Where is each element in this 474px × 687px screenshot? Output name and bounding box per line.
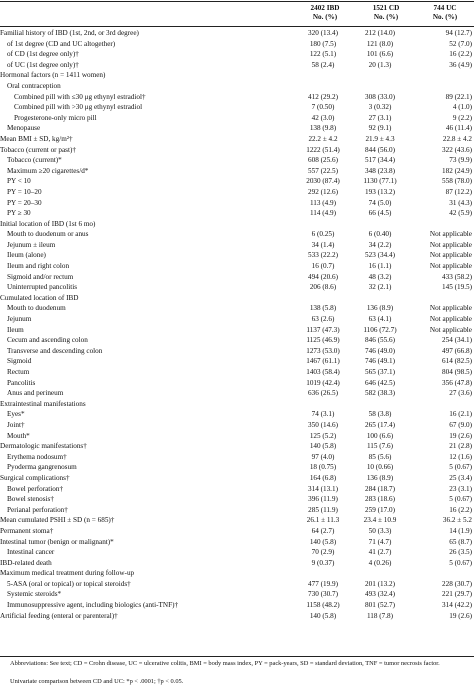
table-row bbox=[0, 219, 474, 230]
cell-uc: 9 (2.2) bbox=[452, 113, 472, 122]
row-label: Jejunum ± ileum bbox=[7, 240, 56, 249]
table-row bbox=[0, 346, 474, 357]
bottom-rule bbox=[0, 656, 474, 657]
table-row bbox=[0, 208, 474, 219]
cell-cd: 48 (3.2) bbox=[368, 272, 392, 281]
cell-ibd: 180 (7.5) bbox=[309, 39, 337, 48]
cell-uc: Not applicable bbox=[429, 240, 472, 249]
cell-uc: 221 (29.7) bbox=[442, 590, 472, 599]
table-row bbox=[0, 60, 474, 71]
cell-ibd: 97 (4.0) bbox=[311, 452, 335, 461]
cell-cd: 121 (8.0) bbox=[366, 39, 394, 48]
table-row bbox=[0, 568, 474, 579]
cell-ibd: 1403 (58.4) bbox=[306, 368, 340, 377]
table-body bbox=[0, 28, 474, 621]
cell-ibd bbox=[295, 399, 351, 410]
cell-uc: 433 (58.2) bbox=[442, 272, 472, 281]
cell-ibd bbox=[295, 293, 351, 304]
cell-uc bbox=[409, 219, 474, 230]
cell-ibd: 412 (29.2) bbox=[308, 92, 338, 101]
cell-uc: 5 (0.67) bbox=[449, 463, 472, 472]
cell-uc: 67 (9.0) bbox=[449, 420, 472, 429]
cell-cd: 348 (23.8) bbox=[365, 166, 395, 175]
cell-ibd: 6 (0.25) bbox=[311, 230, 335, 239]
row-label: Dermatologic manifestations† bbox=[0, 442, 87, 451]
row-label: Tobacco (current or past)† bbox=[0, 145, 76, 154]
cell-cd: 74 (5.0) bbox=[368, 198, 392, 207]
cell-uc: 73 (9.9) bbox=[449, 156, 472, 165]
cell-cd: 517 (34.4) bbox=[365, 156, 395, 165]
cell-cd bbox=[351, 293, 409, 304]
cell-cd: 34 (2.2) bbox=[368, 240, 392, 249]
cell-cd: 212 (14.0) bbox=[365, 29, 395, 38]
cell-cd: 3 (0.32) bbox=[368, 103, 392, 112]
table-row bbox=[0, 420, 474, 431]
cell-uc: 36 (4.9) bbox=[449, 60, 472, 69]
cell-ibd bbox=[295, 219, 351, 230]
table-row bbox=[0, 102, 474, 113]
footnote-abbreviations: Abbreviations: See text; CD = Crohn disease, UC = ulcerative colitis, BMI = body mass index, PY = pack-years, SD = standard deviation, TNF = tumor necrosis factor. bbox=[10, 660, 440, 667]
cell-cd: 746 (49.0) bbox=[365, 346, 395, 355]
cell-ibd: 63 (2.6) bbox=[311, 315, 335, 324]
cell-cd: 4 (0.26) bbox=[368, 558, 392, 567]
cell-cd: 1106 (72.7) bbox=[363, 325, 397, 334]
row-label: PY < 10 bbox=[7, 177, 31, 186]
cell-cd: 844 (56.0) bbox=[365, 145, 395, 154]
row-label: Sigmoid bbox=[7, 357, 32, 366]
row-label: Pancolitis bbox=[7, 378, 36, 387]
cell-ibd: 125 (5.2) bbox=[309, 431, 337, 440]
cell-ibd: 396 (11.9) bbox=[308, 495, 338, 504]
cell-cd: 201 (13.2) bbox=[365, 579, 395, 588]
cell-ibd: 140 (5.8) bbox=[309, 611, 337, 620]
cell-ibd bbox=[295, 81, 351, 92]
table-row bbox=[0, 325, 474, 336]
cell-cd: 1130 (77.1) bbox=[363, 177, 397, 186]
table-row bbox=[0, 515, 474, 526]
row-label: Intestinal tumor (benign or malignant)* bbox=[0, 537, 114, 546]
cell-ibd: 140 (5.8) bbox=[309, 442, 337, 451]
cell-ibd: 140 (5.8) bbox=[309, 537, 337, 546]
table-row bbox=[0, 39, 474, 50]
cell-uc bbox=[409, 70, 474, 81]
cell-uc: 89 (22.1) bbox=[445, 92, 472, 101]
cell-cd: 100 (6.6) bbox=[366, 431, 394, 440]
cell-ibd: 1222 (51.4) bbox=[306, 145, 340, 154]
row-label: Sigmoid and/or rectum bbox=[7, 272, 74, 281]
row-label: Jejunum bbox=[7, 315, 32, 324]
table-header bbox=[0, 2, 474, 26]
table-row bbox=[0, 473, 474, 484]
cell-cd bbox=[351, 219, 409, 230]
cell-uc: 558 (78.0) bbox=[442, 177, 472, 186]
cell-uc: 5 (0.67) bbox=[449, 558, 472, 567]
table-row bbox=[0, 49, 474, 60]
cell-uc: 22.8 ± 4.2 bbox=[442, 134, 472, 143]
cell-ibd: 292 (12.6) bbox=[308, 187, 338, 196]
row-label: Rectum bbox=[7, 368, 30, 377]
row-label: Artificial feeding (enteral or parenteral)† bbox=[0, 611, 118, 620]
row-label: PY = 10–20 bbox=[7, 187, 42, 196]
cell-uc: 23 (3.1) bbox=[449, 484, 472, 493]
row-label: Cumulated location of IBD bbox=[0, 293, 79, 302]
header-cd-unit: No. (%) bbox=[373, 12, 399, 21]
cell-ibd: 114 (4.9) bbox=[309, 209, 337, 218]
cell-cd: 63 (4.1) bbox=[368, 315, 392, 324]
table-row bbox=[0, 409, 474, 420]
header-uc bbox=[418, 4, 472, 21]
header-cd bbox=[360, 4, 412, 21]
cell-uc bbox=[409, 399, 474, 410]
row-label: Transverse and descending colon bbox=[7, 346, 103, 355]
cell-uc: 497 (66.8) bbox=[442, 346, 472, 355]
cell-ibd: 58 (2.4) bbox=[311, 60, 335, 69]
cell-ibd: 477 (19.9) bbox=[308, 579, 338, 588]
cell-ibd: 2030 (87.4) bbox=[306, 177, 340, 186]
cell-cd: 259 (17.0) bbox=[365, 505, 395, 514]
row-label: Progesterone-only micro pill bbox=[14, 113, 97, 122]
cell-cd: 646 (42.5) bbox=[365, 378, 395, 387]
table-row bbox=[0, 558, 474, 569]
row-label: Surgical complications† bbox=[0, 473, 70, 482]
table-row bbox=[0, 441, 474, 452]
cell-ibd: 350 (14.6) bbox=[308, 420, 338, 429]
table-row bbox=[0, 187, 474, 198]
cell-uc: Not applicable bbox=[429, 230, 472, 239]
cell-uc: 614 (82.5) bbox=[442, 357, 472, 366]
cell-ibd: 42 (3.0) bbox=[311, 113, 335, 122]
cell-uc: 21 (2.8) bbox=[449, 442, 472, 451]
cell-ibd: 1137 (47.3) bbox=[306, 325, 340, 334]
row-label: Mouth* bbox=[7, 431, 30, 440]
row-label: Uninterrupted pancolitis bbox=[7, 283, 78, 292]
table-row bbox=[0, 431, 474, 442]
cell-ibd: 64 (2.7) bbox=[311, 526, 335, 535]
table-row bbox=[0, 303, 474, 314]
table-row bbox=[0, 484, 474, 495]
row-label: Mouth to duodenum bbox=[7, 304, 66, 313]
cell-cd: 58 (3.8) bbox=[368, 410, 392, 419]
cell-cd: 101 (6.6) bbox=[366, 50, 394, 59]
cell-ibd: 138 (9.8) bbox=[309, 124, 337, 133]
row-label: Permanent stoma† bbox=[0, 526, 54, 535]
cell-cd: 10 (0.66) bbox=[366, 463, 394, 472]
cell-ibd: 320 (13.4) bbox=[308, 29, 338, 38]
row-label: Systemic steroids* bbox=[7, 590, 62, 599]
cell-cd: 846 (55.6) bbox=[365, 336, 395, 345]
cell-uc: 182 (24.9) bbox=[442, 166, 472, 175]
cell-cd: 265 (17.4) bbox=[365, 420, 395, 429]
row-label: 5-ASA (oral or topical) or topical steroids† bbox=[7, 579, 131, 588]
table-row bbox=[0, 250, 474, 261]
cell-cd: 27 (3.1) bbox=[368, 113, 392, 122]
cell-uc: 36.2 ± 5.2 bbox=[442, 516, 472, 525]
cell-uc: 16 (2.2) bbox=[449, 50, 472, 59]
cell-cd: 308 (33.0) bbox=[365, 92, 395, 101]
table-row bbox=[0, 335, 474, 346]
cell-uc: 27 (3.6) bbox=[449, 389, 472, 398]
cell-ibd: 557 (22.5) bbox=[308, 166, 338, 175]
table-row bbox=[0, 176, 474, 187]
header-ibd-count: 2402 IBD bbox=[310, 4, 340, 12]
cell-ibd: 608 (25.6) bbox=[308, 156, 338, 165]
cell-cd: 746 (49.1) bbox=[365, 357, 395, 366]
header-cd-count: 1521 CD bbox=[372, 4, 400, 12]
cell-ibd: 138 (5.8) bbox=[309, 304, 337, 313]
cell-cd: 21.9 ± 4.3 bbox=[365, 134, 395, 143]
table-row bbox=[0, 611, 474, 622]
row-label: of 1st degree (CD and UC altogether) bbox=[7, 39, 116, 48]
table-row bbox=[0, 81, 474, 92]
header-ibd-unit: No. (%) bbox=[312, 12, 338, 21]
cell-cd: 6 (0.40) bbox=[368, 230, 392, 239]
cell-cd bbox=[351, 70, 409, 81]
cell-uc: 19 (2.6) bbox=[449, 431, 472, 440]
row-label: Maximum ≥20 cigarettes/d* bbox=[7, 166, 89, 175]
row-label: Cecum and ascending colon bbox=[7, 336, 88, 345]
cell-uc: 25 (3.4) bbox=[449, 473, 472, 482]
table-row bbox=[0, 452, 474, 463]
row-label: Perianal perforation† bbox=[7, 505, 68, 514]
header-ibd bbox=[298, 4, 352, 21]
cell-uc: Not applicable bbox=[429, 251, 472, 260]
row-label: Maximum medical treatment during follow-up bbox=[0, 569, 135, 578]
cell-ibd: 1125 (46.9) bbox=[306, 336, 340, 345]
cell-ibd: 1467 (61.1) bbox=[306, 357, 340, 366]
cell-cd: 582 (38.3) bbox=[365, 389, 395, 398]
row-label: Mean cumulated PSHI ± SD (n = 685)† bbox=[0, 516, 115, 525]
cell-cd: 92 (9.1) bbox=[368, 124, 392, 133]
table-row bbox=[0, 378, 474, 389]
cell-uc: 31 (4.3) bbox=[449, 198, 472, 207]
cell-uc: 14 (1.9) bbox=[449, 526, 472, 535]
cell-ibd: 22.2 ± 4.2 bbox=[308, 134, 338, 143]
cell-cd: 523 (34.4) bbox=[365, 251, 395, 260]
cell-uc: 145 (19.5) bbox=[442, 283, 472, 292]
row-label: Initial location of IBD (1st 6 mo) bbox=[0, 219, 96, 228]
cell-cd: 118 (7.8) bbox=[366, 611, 394, 620]
header-uc-unit: No. (%) bbox=[432, 12, 458, 21]
table-row bbox=[0, 28, 474, 39]
cell-ibd bbox=[295, 568, 351, 579]
table-row bbox=[0, 547, 474, 558]
cell-uc: 94 (12.7) bbox=[445, 29, 472, 38]
row-label: Menopause bbox=[7, 124, 41, 133]
cell-cd bbox=[351, 568, 409, 579]
row-label: Intestinal cancer bbox=[7, 548, 55, 557]
cell-uc: Not applicable bbox=[429, 315, 472, 324]
row-label: Ileum bbox=[7, 325, 24, 334]
table-row bbox=[0, 272, 474, 283]
row-label: Extraintestinal manifestations bbox=[0, 399, 86, 408]
cell-ibd: 730 (30.7) bbox=[308, 590, 338, 599]
cell-ibd: 1019 (42.4) bbox=[306, 378, 340, 387]
row-label: PY = 20–30 bbox=[7, 198, 42, 207]
table-row bbox=[0, 589, 474, 600]
cell-ibd: 70 (2.9) bbox=[311, 548, 335, 557]
table-row bbox=[0, 526, 474, 537]
row-label: Combined pill with ≤30 μg ethynyl estradiol† bbox=[14, 92, 146, 101]
row-label: Erythema nodosum† bbox=[7, 452, 67, 461]
cell-uc: 314 (42.2) bbox=[442, 601, 472, 610]
table-row bbox=[0, 145, 474, 156]
cell-uc: Not applicable bbox=[429, 325, 472, 334]
table-row bbox=[0, 537, 474, 548]
cell-cd: 801 (52.7) bbox=[365, 601, 395, 610]
table-row bbox=[0, 134, 474, 145]
table-row bbox=[0, 70, 474, 81]
cell-uc: 46 (11.4) bbox=[445, 124, 472, 133]
cell-uc: 42 (5.9) bbox=[449, 209, 472, 218]
table-row bbox=[0, 261, 474, 272]
cell-uc: Not applicable bbox=[429, 262, 472, 271]
table-row bbox=[0, 92, 474, 103]
row-label: Hormonal factors (n = 1411 women) bbox=[0, 71, 106, 80]
cell-cd: 71 (4.7) bbox=[368, 537, 392, 546]
table-row bbox=[0, 388, 474, 399]
cell-ibd: 9 (0.37) bbox=[311, 558, 335, 567]
cell-uc: 356 (47.8) bbox=[442, 378, 472, 387]
table-row bbox=[0, 123, 474, 134]
cell-cd: 41 (2.7) bbox=[368, 548, 392, 557]
cell-uc: 19 (2.6) bbox=[449, 611, 472, 620]
cell-cd: 23.4 ± 10.9 bbox=[363, 516, 397, 525]
cell-uc bbox=[409, 81, 474, 92]
table-row bbox=[0, 166, 474, 177]
cell-ibd: 285 (11.9) bbox=[308, 505, 338, 514]
row-label: Eyes* bbox=[7, 410, 25, 419]
header-rule bbox=[0, 26, 474, 27]
table-row bbox=[0, 198, 474, 209]
table-row bbox=[0, 367, 474, 378]
cell-ibd: 494 (20.6) bbox=[308, 272, 338, 281]
table-row bbox=[0, 600, 474, 611]
cell-cd bbox=[351, 399, 409, 410]
table-row bbox=[0, 282, 474, 293]
cell-ibd: 1273 (53.0) bbox=[306, 346, 340, 355]
row-label: Tobacco (current)* bbox=[7, 156, 62, 165]
cell-ibd: 16 (0.7) bbox=[311, 262, 335, 271]
cell-cd: 136 (8.9) bbox=[366, 304, 394, 313]
row-label: of CD (1st degree only)† bbox=[7, 50, 79, 59]
table-row bbox=[0, 314, 474, 325]
table-row bbox=[0, 505, 474, 516]
cell-ibd: 122 (5.1) bbox=[309, 50, 337, 59]
cell-uc: 52 (7.0) bbox=[449, 39, 472, 48]
cell-ibd: 7 (0.50) bbox=[311, 103, 335, 112]
row-label: Immunosuppressive agent, including biologics (anti-TNF)† bbox=[7, 601, 179, 610]
row-label: Ileum (alone) bbox=[7, 251, 46, 260]
cell-ibd: 314 (13.1) bbox=[308, 484, 338, 493]
cell-uc: 804 (98.5) bbox=[442, 368, 472, 377]
cell-cd: 283 (18.6) bbox=[365, 495, 395, 504]
cell-cd: 565 (37.1) bbox=[365, 368, 395, 377]
data-table bbox=[0, 28, 474, 621]
cell-uc: 16 (2.2) bbox=[449, 505, 472, 514]
table-row bbox=[0, 356, 474, 367]
row-label: Ileum and right colon bbox=[7, 262, 70, 271]
cell-cd: 50 (3.3) bbox=[368, 526, 392, 535]
cell-ibd: 1158 (48.2) bbox=[306, 601, 340, 610]
row-label: Joint† bbox=[7, 420, 25, 429]
cell-uc: 16 (2.1) bbox=[449, 410, 472, 419]
cell-uc bbox=[409, 568, 474, 579]
cell-ibd: 18 (0.75) bbox=[309, 463, 337, 472]
table-row bbox=[0, 293, 474, 304]
row-label: Bowel stenosis† bbox=[7, 495, 54, 504]
table-row bbox=[0, 229, 474, 240]
row-label: Pyoderma gangrenosum bbox=[7, 463, 77, 472]
row-label: Familial history of IBD (1st, 2nd, or 3rd degree) bbox=[0, 29, 139, 38]
row-label: Oral contraception bbox=[7, 81, 61, 90]
row-label: PY ≥ 30 bbox=[7, 209, 31, 218]
row-label: Anus and perineum bbox=[7, 389, 64, 398]
row-label: Combined pill with >30 μg ethynyl estradiol bbox=[14, 103, 143, 112]
cell-cd: 16 (1.1) bbox=[368, 262, 392, 271]
table-row bbox=[0, 462, 474, 473]
cell-uc: 254 (34.1) bbox=[442, 336, 472, 345]
cell-ibd: 26.1 ± 11.3 bbox=[306, 516, 340, 525]
table-row bbox=[0, 399, 474, 410]
cell-cd: 20 (1.3) bbox=[368, 60, 392, 69]
cell-cd: 66 (4.5) bbox=[368, 209, 392, 218]
row-label: IBD-related death bbox=[0, 558, 52, 567]
cell-ibd: 74 (3.1) bbox=[311, 410, 335, 419]
cell-uc: 4 (1.0) bbox=[452, 103, 472, 112]
cell-ibd: 113 (4.9) bbox=[309, 198, 337, 207]
row-label: Bowel perforation† bbox=[7, 484, 64, 493]
cell-ibd: 206 (8.6) bbox=[309, 283, 337, 292]
cell-cd bbox=[351, 81, 409, 92]
cell-uc: Not applicable bbox=[429, 304, 472, 313]
cell-ibd bbox=[295, 70, 351, 81]
cell-uc: 228 (30.7) bbox=[442, 579, 472, 588]
cell-uc: 87 (12.2) bbox=[445, 187, 472, 196]
cell-uc bbox=[409, 293, 474, 304]
table-row bbox=[0, 155, 474, 166]
cell-ibd: 636 (26.5) bbox=[308, 389, 338, 398]
cell-ibd: 164 (6.8) bbox=[309, 473, 337, 482]
header-uc-count: 744 UC bbox=[433, 4, 457, 12]
cell-cd: 284 (18.7) bbox=[365, 484, 395, 493]
table-row bbox=[0, 240, 474, 251]
cell-ibd: 34 (1.4) bbox=[311, 240, 335, 249]
cell-cd: 115 (7.6) bbox=[366, 442, 394, 451]
cell-uc: 26 (3.5) bbox=[449, 548, 472, 557]
cell-cd: 493 (32.4) bbox=[365, 590, 395, 599]
cell-cd: 193 (13.2) bbox=[365, 187, 395, 196]
table-row bbox=[0, 113, 474, 124]
cell-uc: 12 (1.6) bbox=[449, 452, 472, 461]
row-label: Mean BMI ± SD, kg/m²† bbox=[0, 134, 73, 143]
footnote-comparison: Univariate comparison between CD and UC: *p < .0001; †p < 0.05. bbox=[10, 678, 184, 685]
cell-cd: 32 (2.1) bbox=[368, 283, 392, 292]
row-label: Mouth to duodenum or anus bbox=[7, 230, 89, 239]
cell-uc: 322 (43.6) bbox=[442, 145, 472, 154]
row-label: of UC (1st degree only)† bbox=[7, 60, 79, 69]
cell-ibd: 533 (22.2) bbox=[308, 251, 338, 260]
table-row bbox=[0, 494, 474, 505]
cell-uc: 5 (0.67) bbox=[449, 495, 472, 504]
cell-cd: 136 (8.9) bbox=[366, 473, 394, 482]
cell-uc: 65 (8.7) bbox=[449, 537, 472, 546]
cell-cd: 85 (5.6) bbox=[368, 452, 392, 461]
table-row bbox=[0, 579, 474, 590]
